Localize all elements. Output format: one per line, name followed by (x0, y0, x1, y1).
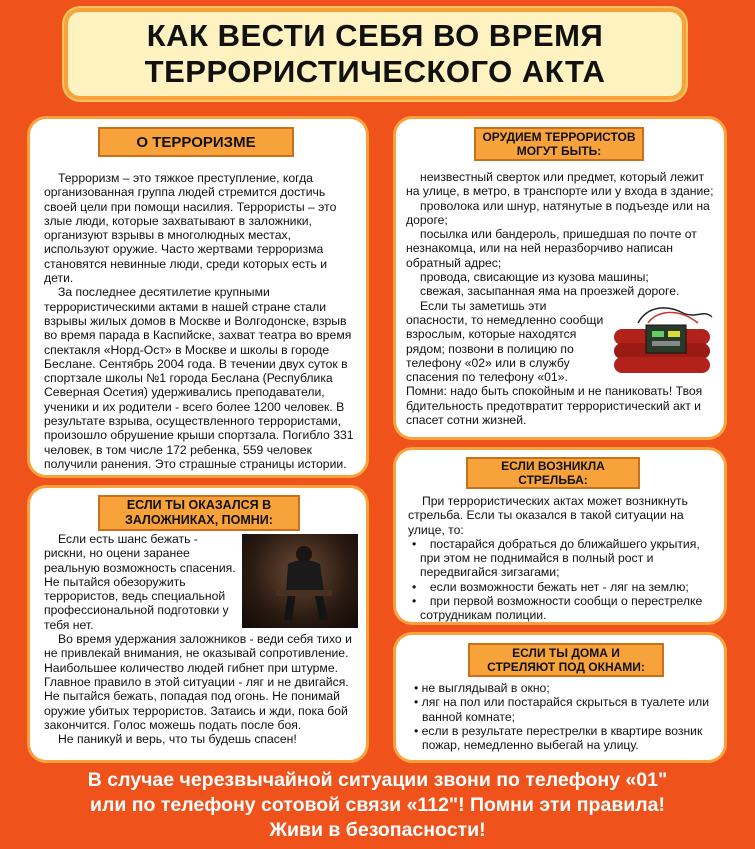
title-banner (64, 8, 686, 100)
dynamite-bomb-icon (608, 303, 716, 381)
weapons-card (396, 119, 724, 437)
shooting-item-3: • при первой возможности сообщи о перестрелке сотрудникам полиции. (412, 594, 703, 623)
about-paragraph-1: Терроризм – это тяжкое преступление, когда организованная группа людей стремится достичь своей цели при помощи насилия. Террористы – это злые люди, которые захватывают в заложники, организуют взрывы в многолюдных местах, используют оружие. Часто жертвами терроризма становятся невинные люди, среди которых есть и дети. (44, 171, 337, 286)
home-item-1: • не выглядывай в окно; (414, 681, 550, 695)
shooting-heading: ЕСЛИ ВОЗНИКЛА СТРЕЛЬБА: (466, 457, 640, 489)
footer-line-3: Живи в безопасности! (269, 819, 486, 841)
weapons-heading: ОРУДИЕМ ТЕРРОРИСТОВ МОГУТ БЫТЬ: (474, 127, 644, 161)
hostage-paragraph-2: Во время удержания заложников - веди себя тихо и не привлекай внимания, не оказывай сопротивление. Наибольшее количество людей гибнет при штурме. Главное правило в этой ситуации - ляг и не двигайся. Не пытайся бежать, попадая под огонь. Не понимай оружие убитых террористов. Затаись и жди, пока бой закончится. Голос можешь подать после боя. (44, 632, 352, 732)
hostage-photo (242, 534, 358, 628)
shooting-item-1: • постарайся добраться до ближайшего укрытия, при этом не поднимайся в полный рост и передвигайся зигзагами; (412, 536, 700, 580)
footer-message (0, 768, 755, 843)
person-sitting-icon (242, 534, 358, 628)
shooting-intro: При террористических актах может возникнуть стрельба. Если ты оказался в такой ситуации на улице, то: (408, 494, 688, 537)
page-title (145, 18, 606, 90)
title-line-1: КАК ВЕСТИ СЕБЯ ВО ВРЕМЯ (146, 18, 604, 53)
weapons-item-2: проволока или шнур, натянутые в подъезде или на дороге; (406, 198, 710, 227)
about-terrorism-card (30, 119, 366, 475)
about-terrorism-text (44, 171, 356, 471)
weapons-item-3: посылка или бандероль, пришедшая по почте от незнакомца, или на ней неразборчиво написан обратный адрес; (406, 227, 697, 270)
shooting-item-2: • если возможности бежать нет - ляг на землю; (412, 579, 689, 594)
hostage-paragraph-3: Не паникуй и верь, что ты будешь спасен! (58, 732, 297, 747)
shooting-card (396, 450, 724, 622)
home-item-2: • ляг на пол или постарайся скрыться в туалете или ванной комнате; (414, 695, 710, 724)
footer-line-2: или по телефону сотовой связи «112"! Помни эти правила! (89, 794, 666, 816)
title-line-2: ТЕРРОРИСТИЧЕСКОГО АКТА (144, 54, 606, 89)
weapons-advice: Если ты заметишь эти опасности, то немедленно сообщи взрослым, которые находятся рядом; позвони в полицию по телефону «02» или в службу спасения по телефону «01». Помни: надо быть спокойным и не паниковать! Твоя бдительность предотвратит террористический акт и спасет сотни жизней. (406, 298, 703, 428)
home-shooting-text (410, 681, 716, 752)
about-terrorism-heading: О ТЕРРОРИЗМЕ (98, 127, 294, 157)
home-shooting-heading: ЕСЛИ ТЫ ДОМА И СТРЕЛЯЮТ ПОД ОКНАМИ: (468, 643, 664, 677)
weapons-item-4: провода, свисающие из кузова машины; (420, 270, 649, 285)
footer-line-1: В случае черезвычайной ситуации звони по телефону «01" (87, 769, 668, 791)
home-shooting-card (396, 635, 724, 760)
weapons-text (406, 170, 716, 427)
shooting-text (408, 494, 716, 623)
hostage-card (30, 488, 366, 760)
about-paragraph-2: За последнее десятилетие крупными террористическими актами в нашей стране стали взрывы жилых домов в Москве и Волгодонске, взрыв во время парада в Каспийске, захват театра во время спектакля «Норд-Ост» в Москве и школы в городе Беслане. Сентябрь 2004 года. В течении двух суток в спортзале школы №1 города Беслана (Республика Северная Осетия) удерживались преподаватели, ученики и их родители - всего более 1200 человек. В результате взрыва, осуществленного террористами, произошло обрушение крыши спортзала. Погибло 331 человек, в том числе 172 ребенка, 559 человек получили ранения. Это страшные страницы истории. (44, 285, 354, 471)
bomb-image (608, 303, 716, 381)
hostage-text (44, 532, 358, 746)
weapons-item-5: свежая, засыпанная яма на проезжей дороге. (420, 284, 680, 299)
home-item-3: • если в результате перестрелки в квартире возник пожар, немедленно выбегай на улицу. (414, 723, 703, 753)
hostage-paragraph-1: Если есть шанс бежать - рискни, но оцени заранее реальную возможность спасения. Не пытайся обезоружить террористов, ведь специальной профессиональной подготовки у тебя нет. (44, 532, 236, 632)
hostage-heading: ЕСЛИ ТЫ ОКАЗАЛСЯ В ЗАЛОЖНИКАХ, ПОМНИ: (98, 495, 300, 531)
weapons-item-1: неизвестный сверток или предмет, который лежит на улице, в метро, в транспорте или у входа в здание; (406, 170, 714, 199)
